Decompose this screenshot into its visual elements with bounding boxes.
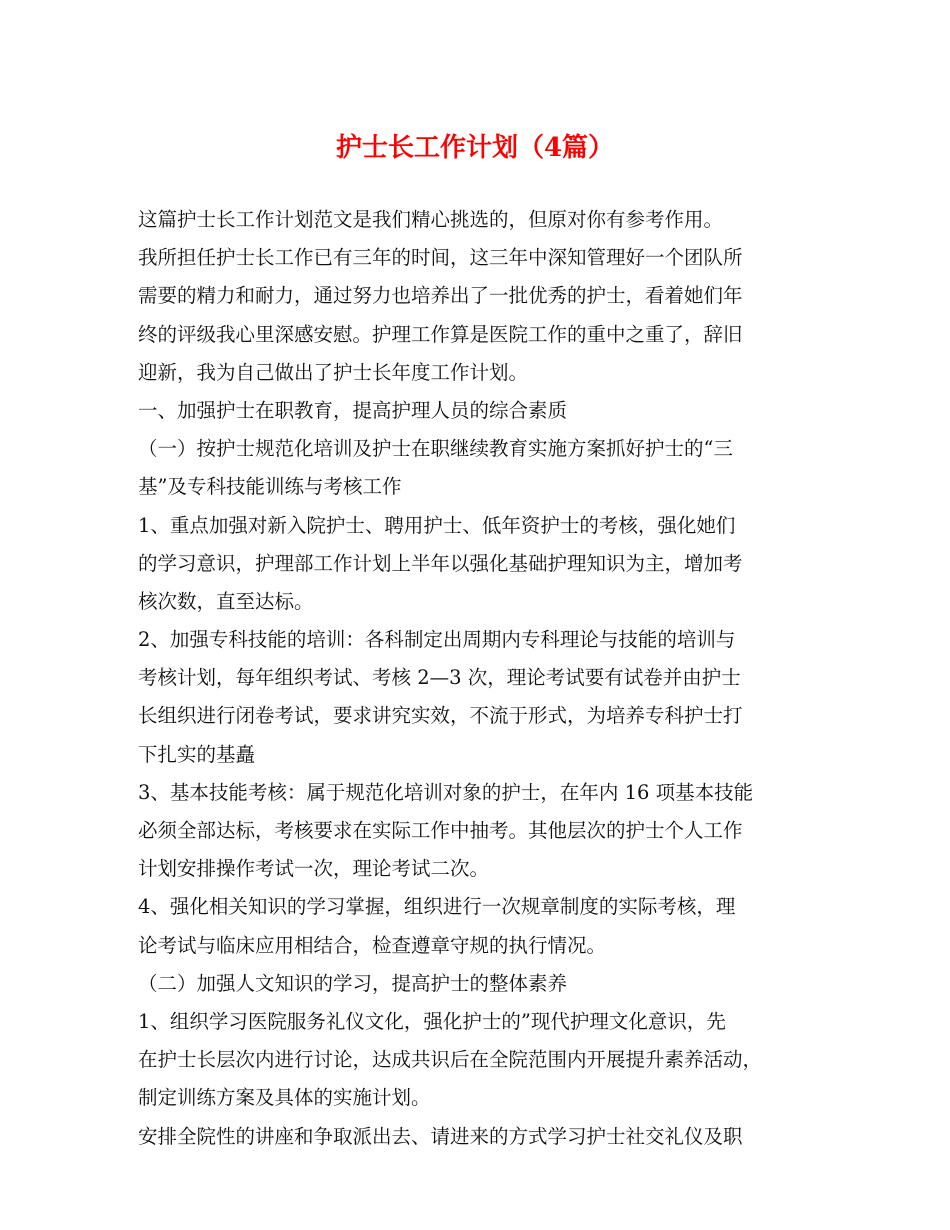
list-item-line: 论考试与临床应用相结合，检查遵章守规的执行情况。 [138, 933, 607, 957]
list-item-line: 在护士长层次内进行讨论，达成共识后在全院范围内开展提升素养活动， [138, 1048, 763, 1072]
list-item-line: 考核计划，每年组织考试、考核 2—3 次，理论考试要有试卷并由护士 [138, 666, 741, 690]
paragraph-line: 终的评级我心里深感安慰。护理工作算是医院工作的重中之重了，辞旧 [138, 322, 743, 346]
subsection-heading: （二）加强人文知识的学习，提高护士的整体素养 [138, 971, 568, 995]
paragraph-line: 我所担任护士长工作已有三年的时间，这三年中深知管理好一个团队所 [138, 246, 743, 270]
list-item-line: 制定训练方案及具体的实施计划。 [138, 1086, 431, 1110]
paragraph-line: 这篇护士长工作计划范文是我们精心挑选的，但原对你有参考作用。 [138, 208, 724, 231]
list-item-line: 下扎实的基矗 [138, 742, 256, 766]
list-item-line: 的学习意识，护理部工作计划上半年以强化基础护理知识为主，增加考 [138, 551, 743, 575]
list-item-line: 长组织进行闭卷考试，要求讲究实效，不流于形式，为培养专科护士打 [138, 704, 743, 728]
list-item-line: 4、强化相关知识的学习掌握，组织进行一次规章制度的实际考核，理 [138, 895, 736, 919]
list-item-line: 必须全部达标，考核要求在实际工作中抽考。其他层次的护士个人工作 [138, 819, 743, 842]
document-body [138, 201, 818, 1156]
list-item-line: 核次数，直至达标。 [138, 589, 314, 613]
document-title: 护士长工作计划（4篇） [335, 133, 615, 163]
subsection-heading: （一）按护士规范化培训及护士在职继续教育实施方案抓好护士的“三 [138, 437, 733, 461]
section-heading: 一、加强护士在职教育，提高护理人员的综合素质 [138, 398, 568, 422]
paragraph-line: 迎新，我为自己做出了护士长年度工作计划。 [138, 360, 529, 384]
list-item-line: 1、重点加强对新入院护士、聘用护士、低年资护士的考核，强化她们 [138, 513, 736, 537]
list-item-line: 3、基本技能考核：属于规范化培训对象的护士，在年内 16 项基本技能 [138, 780, 754, 804]
list-item-line: 2、加强专科技能的培训：各科制定出周期内专科理论与技能的培训与 [138, 628, 736, 652]
paragraph-line: 需要的精力和耐力，通过努力也培养出了一批优秀的护士，看着她们年 [138, 284, 743, 308]
paragraph-line: 安排全院性的讲座和争取派出去、请进来的方式学习护士社交礼仪及职 [138, 1124, 743, 1148]
list-item-line: 1、组织学习医院服务礼仪文化，强化护士的”现代护理文化意识，先 [138, 1009, 726, 1033]
list-item-line: 计划安排操作考试一次，理论考试二次。 [138, 857, 490, 881]
subsection-heading: 基”及专科技能训练与考核工作 [138, 475, 402, 499]
